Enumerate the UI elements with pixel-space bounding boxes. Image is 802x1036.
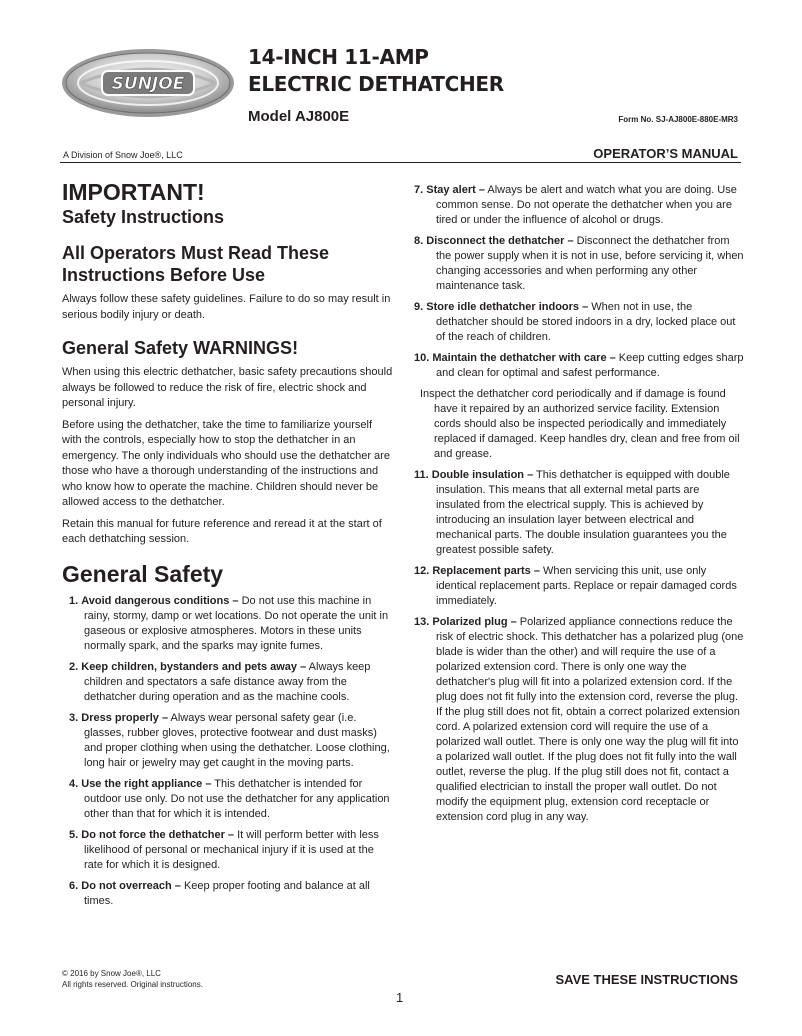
copyright-text: © 2016 by Snow Joe®, LLC xyxy=(62,969,161,978)
safety-list-right-a xyxy=(414,183,744,381)
item-lead: Polarized plug – xyxy=(432,616,517,628)
item-text: Keep cutting edges sharp and clean for optimal and safest performance. xyxy=(436,352,744,379)
item-lead: Do not force the dethatcher – xyxy=(81,828,235,841)
division-note: A Division of Snow Joe®, LLC xyxy=(63,150,183,160)
safety-item xyxy=(414,351,744,381)
safety-item xyxy=(414,234,744,294)
item-text: This dethatcher is equipped with double insulation. This means that all external metal parts are insulated from the electrical supply. This is achieved by introducing an insulation layer between electrical and mechanical parts. The double insulation guarantees you the greatest possible safety. xyxy=(436,469,730,556)
always-follow-text: Always follow these safety guidelines. Failure to do so may result in serious bodily injury or death. xyxy=(62,293,391,321)
sunjoe-logo xyxy=(60,47,236,119)
item-lead: Use the right appliance – xyxy=(81,777,212,790)
product-title-line1: 14-INCH 11-AMP xyxy=(248,45,429,69)
form-number: Form No. SJ-AJ800E-880E-MR3 xyxy=(618,115,738,124)
safety-list-right-b xyxy=(414,468,744,825)
safety-list-left xyxy=(62,594,394,909)
operators-manual-label: OPERATOR’S MANUAL xyxy=(593,146,738,161)
item-number: 12. xyxy=(414,565,430,577)
left-column xyxy=(62,178,394,915)
safety-item xyxy=(62,828,394,873)
item-number: 11. xyxy=(414,469,429,481)
safety-instructions-heading: Safety Instructions xyxy=(62,207,225,227)
item-lead: Store idle dethatcher indoors – xyxy=(426,301,589,313)
item-number: 4. xyxy=(69,777,79,790)
item-number: 8. xyxy=(414,235,424,247)
safety-item xyxy=(62,594,394,654)
item-text: Polarized appliance connections reduce the risk of electric shock. This dethatcher has a polarized plug (one blade is wider than the other) and will require the use of a polarized extension cord. There is only one way the dethatcher's plug will fit into a polarized extension cord. If the plug does not fit fully into the extension cord, reverse the plug. If the plug still does not fit, obtain a correct polarized extension cord. A polarized extension cord will require the use of a polarized wall outlet. There is only one way the plug will fit into a polarized wall outlet. If the plug does not fit fully into the wall outlet, reverse the plug. If the plug still does not fit, contact a qualified electrician to install the proper wall outlet. Do not modify the equipment plug, extension cord receptacle or extension cord plug in any way. xyxy=(436,616,744,823)
item-lead: Stay alert – xyxy=(426,184,485,196)
item-text: Disconnect the dethatcher from the power supply when it is not in use, before servicing it, when changing accessories and when performing any other maintenance task. xyxy=(436,235,744,292)
item-lead: Keep children, bystanders and pets away – xyxy=(81,660,307,673)
item-lead: Double insulation – xyxy=(431,469,534,481)
header-divider xyxy=(60,162,741,163)
safety-item xyxy=(62,879,394,909)
product-title-line2: ELECTRIC DETHATCHER xyxy=(248,72,504,96)
item-text: Always wear personal safety gear (i.e. glasses, rubber gloves, protective footwear and dust masks) and proper clothing when using the dethatcher. Loose clothing, long hair or jewelry may get caught in the moving parts. xyxy=(84,711,390,769)
item-number: 13. xyxy=(414,616,430,628)
page-number: 1 xyxy=(396,990,404,1005)
safety-item xyxy=(414,615,744,825)
item-text: Always keep children and spectators a safe distance away from the dethatcher during operation and as the machine cools. xyxy=(84,660,371,703)
item-number: 3. xyxy=(69,711,79,724)
general-safety-heading: General Safety xyxy=(62,560,224,587)
item-text: When servicing this unit, use only identical replacement parts. Replace or repair damaged cords immediately. xyxy=(436,565,737,607)
item-lead: Do not overreach – xyxy=(81,879,181,892)
item-lead: Avoid dangerous conditions – xyxy=(81,594,239,607)
safety-item xyxy=(414,300,744,345)
safety-item xyxy=(62,660,394,705)
model-number: Model AJ800E xyxy=(248,108,350,125)
right-column xyxy=(414,183,744,831)
safety-item xyxy=(62,711,394,771)
warnings-paragraph: When using this electric dethatcher, basic safety precautions should always be followed to reduce the risk of fire, electric shock and personal injury. xyxy=(62,366,393,409)
general-warnings-heading: General Safety WARNINGS! xyxy=(62,338,299,358)
warnings-paragraph: Retain this manual for future reference and reread it at the start of each dethatching session. xyxy=(62,517,382,545)
inspect-cord-text: Inspect the dethatcher cord periodically and if damage is found have it repaired by an authorized service facility. Extension cords should also be inspected periodically and immediately replaced if damaged. Keep handles dry, clean and free from oil and grease. xyxy=(420,388,740,460)
item-lead: Dress properly – xyxy=(81,711,169,724)
item-lead: Replacement parts – xyxy=(432,565,540,577)
item-text: Keep proper footing and balance at all times. xyxy=(84,879,370,907)
safety-item xyxy=(62,777,394,822)
item-number: 10. xyxy=(414,352,430,364)
item-lead: Disconnect the dethatcher – xyxy=(426,235,574,247)
important-heading: IMPORTANT! xyxy=(62,179,205,205)
item-number: 9. xyxy=(414,301,424,313)
item-number: 5. xyxy=(69,828,79,841)
rights-text: All rights reserved. Original instructions. xyxy=(62,980,203,989)
item-number: 6. xyxy=(69,879,79,892)
safety-item xyxy=(414,183,744,228)
safety-item xyxy=(414,468,744,558)
item-number: 2. xyxy=(69,660,79,673)
item-number: 1. xyxy=(69,594,79,607)
item-text: It will perform better with less likelihood of personal or mechanical injury if it is used at the rate for which it is designed. xyxy=(84,828,379,871)
warnings-paragraph: Before using the dethatcher, take the time to familiarize yourself with the controls, especially how to stop the dethatcher in an emergency. The only individuals who should use the dethatcher are those who have a thorough understanding of the instructions and who know how to operate the machine. Children should never be allowed access to the dethatcher. xyxy=(62,418,390,508)
save-instructions-label: SAVE THESE INSTRUCTIONS xyxy=(555,972,738,987)
logo-wordmark: SUNJOE xyxy=(111,74,185,94)
item-text: This dethatcher is intended for outdoor use only. Do not use the dethatcher for any application other than that for which it is intended. xyxy=(84,777,390,820)
item-text: When not in use, the dethatcher should be stored indoors in a dry, locked place out of the reach of children. xyxy=(436,301,736,343)
item-number: 7. xyxy=(414,184,424,196)
item-text: Do not use this machine in rainy, stormy, damp or wet locations. Do not operate the unit in gaseous or explosive atmospheres. Motors in these units normally spark, and the sparks may ignite fumes. xyxy=(84,594,389,652)
must-read-heading: All Operators Must Read These Instructions Before Use xyxy=(62,243,330,285)
item-text: Always be alert and watch what you are doing. Use common sense. Do not operate the dethatcher when you are tired or under the influence of alcohol or drugs. xyxy=(436,184,737,226)
safety-item xyxy=(414,564,744,609)
item-lead: Maintain the dethatcher with care – xyxy=(432,352,616,364)
